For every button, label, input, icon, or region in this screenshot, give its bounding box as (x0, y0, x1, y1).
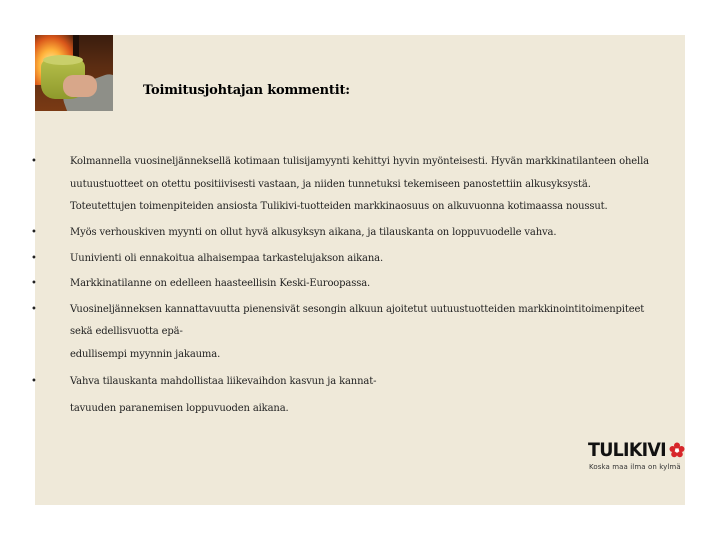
bullet-marker: • (31, 278, 37, 289)
bullet-marker: • (31, 253, 37, 264)
bullet-text-line: sekä edellisvuotta epä- (70, 326, 183, 337)
bullet-text-line: Myös verhouskiven myynti on ollut hyvä alkusyksyn aikana, ja tilauskanta on loppuvuodelle vahva. (70, 227, 557, 238)
bullet-text-line: Vuosineljänneksen kannattavuutta pienensivät sesongin alkuun ajoitetut uutuustuotteiden markkinointitoimenpiteet (70, 304, 645, 315)
coffee-mug-photo (35, 35, 113, 111)
bullet-text-line: Kolmannella vuosineljänneksellä kotimaan tulisijamyynti kehittyi hyvin myönteisesti. Hyvän markkinatilanteen ohella (70, 156, 649, 167)
bullet-marker: • (31, 156, 37, 167)
bullet-text-line: Vahva tilauskanta mahdollistaa liikevaihdon kasvun ja kannat- (70, 376, 377, 387)
bullet-marker: • (31, 304, 37, 315)
bullet-text-line: Uunivienti oli ennakoitua alhaisempaa tarkastelujakson aikana. (70, 253, 383, 264)
slide-title: Toimitusjohtajan kommentit: (143, 83, 350, 98)
bullet-text-line: Toteutettujen toimenpiteiden ansiosta Tulikivi-tuotteiden markkinaosuus on alkuvuonna kotimaassa noussut. (70, 201, 608, 212)
tulikivi-logo (588, 439, 688, 479)
bullet-marker: • (31, 227, 37, 238)
bullet-text-line: edullisempi myynnin jakauma. (70, 349, 221, 360)
bullet-marker: • (31, 376, 37, 387)
logo-tagline: Koska maa ilma on kylmä (589, 463, 681, 471)
bullet-text-line: Markkinatilanne on edelleen haasteellisin Keski-Euroopassa. (70, 278, 371, 289)
slide-background (35, 35, 685, 505)
red-flower-icon (669, 442, 685, 458)
logo-wordmark: TULIKIVI (588, 439, 666, 461)
bullet-text-line: tavuuden paranemisen loppuvuoden aikana. (70, 403, 289, 414)
bullet-text-line: uutuustuotteet on otettu positiivisesti vastaan, ja niiden tunnetuksi tekemiseen panostettiin alkusyksystä. (70, 179, 591, 190)
